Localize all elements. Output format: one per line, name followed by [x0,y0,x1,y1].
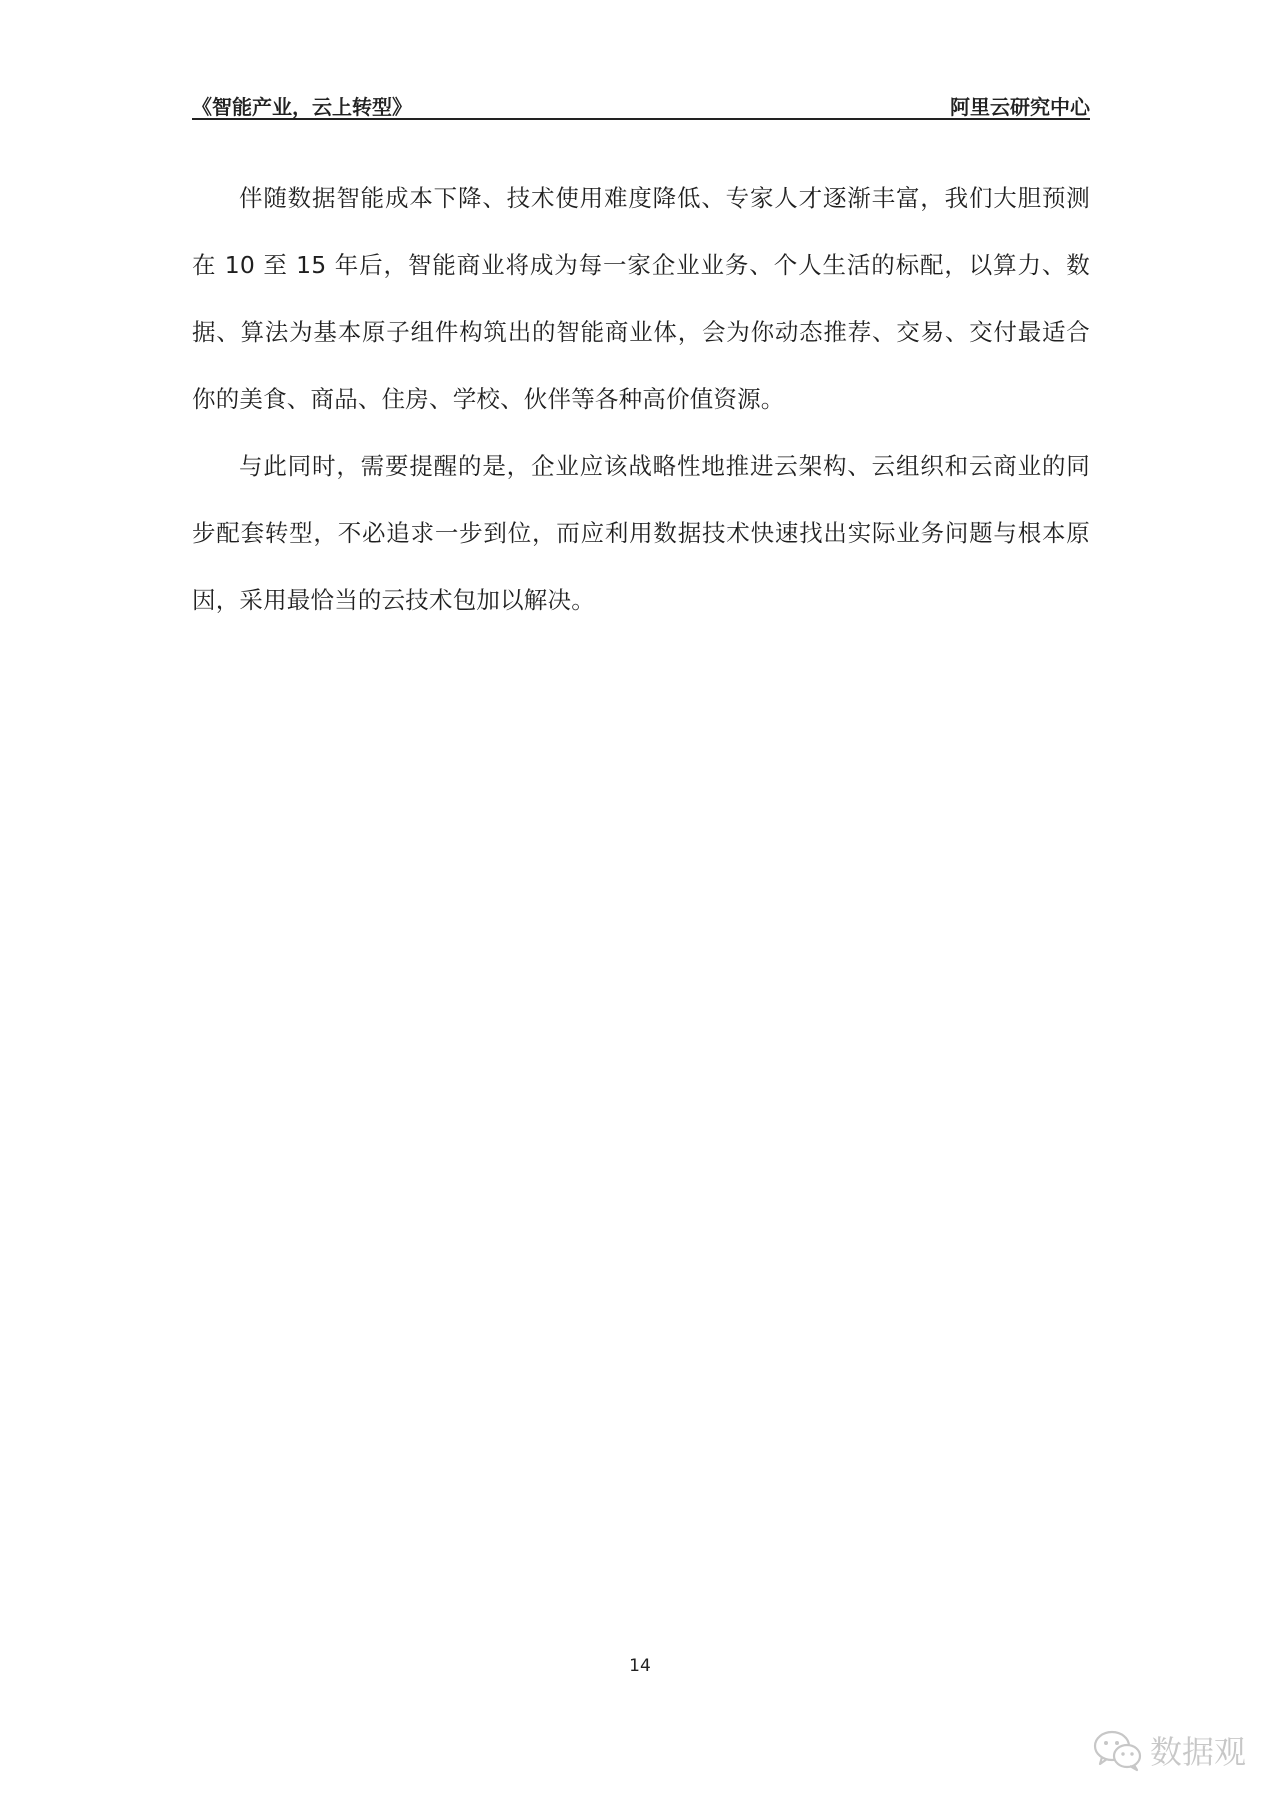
page-number: 14 [629,1656,651,1676]
header-organization: 阿里云研究中心 [950,95,1090,119]
body-text [192,165,1090,634]
wechat-icon [1092,1728,1144,1772]
watermark [1092,1725,1246,1775]
header-report-title: 《智能产业，云上转型》 [192,95,412,119]
watermark-text: 数据观 [1150,1733,1247,1771]
paragraph-1: 伴随数据智能成本下降、技术使用难度降低、专家人才逐渐丰富，我们大胆预测在 10 至 15 年后，智能商业将成为每一家企业业务、个人生活的标配，以算力、数据、算法为基本原子组件构筑出的智能商业体，会为你动态推荐、交易、交付最适合你的美食、商品、住房、学校、伙伴等各种高价值资源。 [192,184,1090,413]
paragraph-2: 与此同时，需要提醒的是，企业应该战略性地推进云架构、云组织和云商业的同步配套转型，不必追求一步到位，而应利用数据技术快速找出实际业务问题与根本原因，采用最恰当的云技术包加以解决。 [192,452,1090,614]
page-header [192,88,1090,120]
